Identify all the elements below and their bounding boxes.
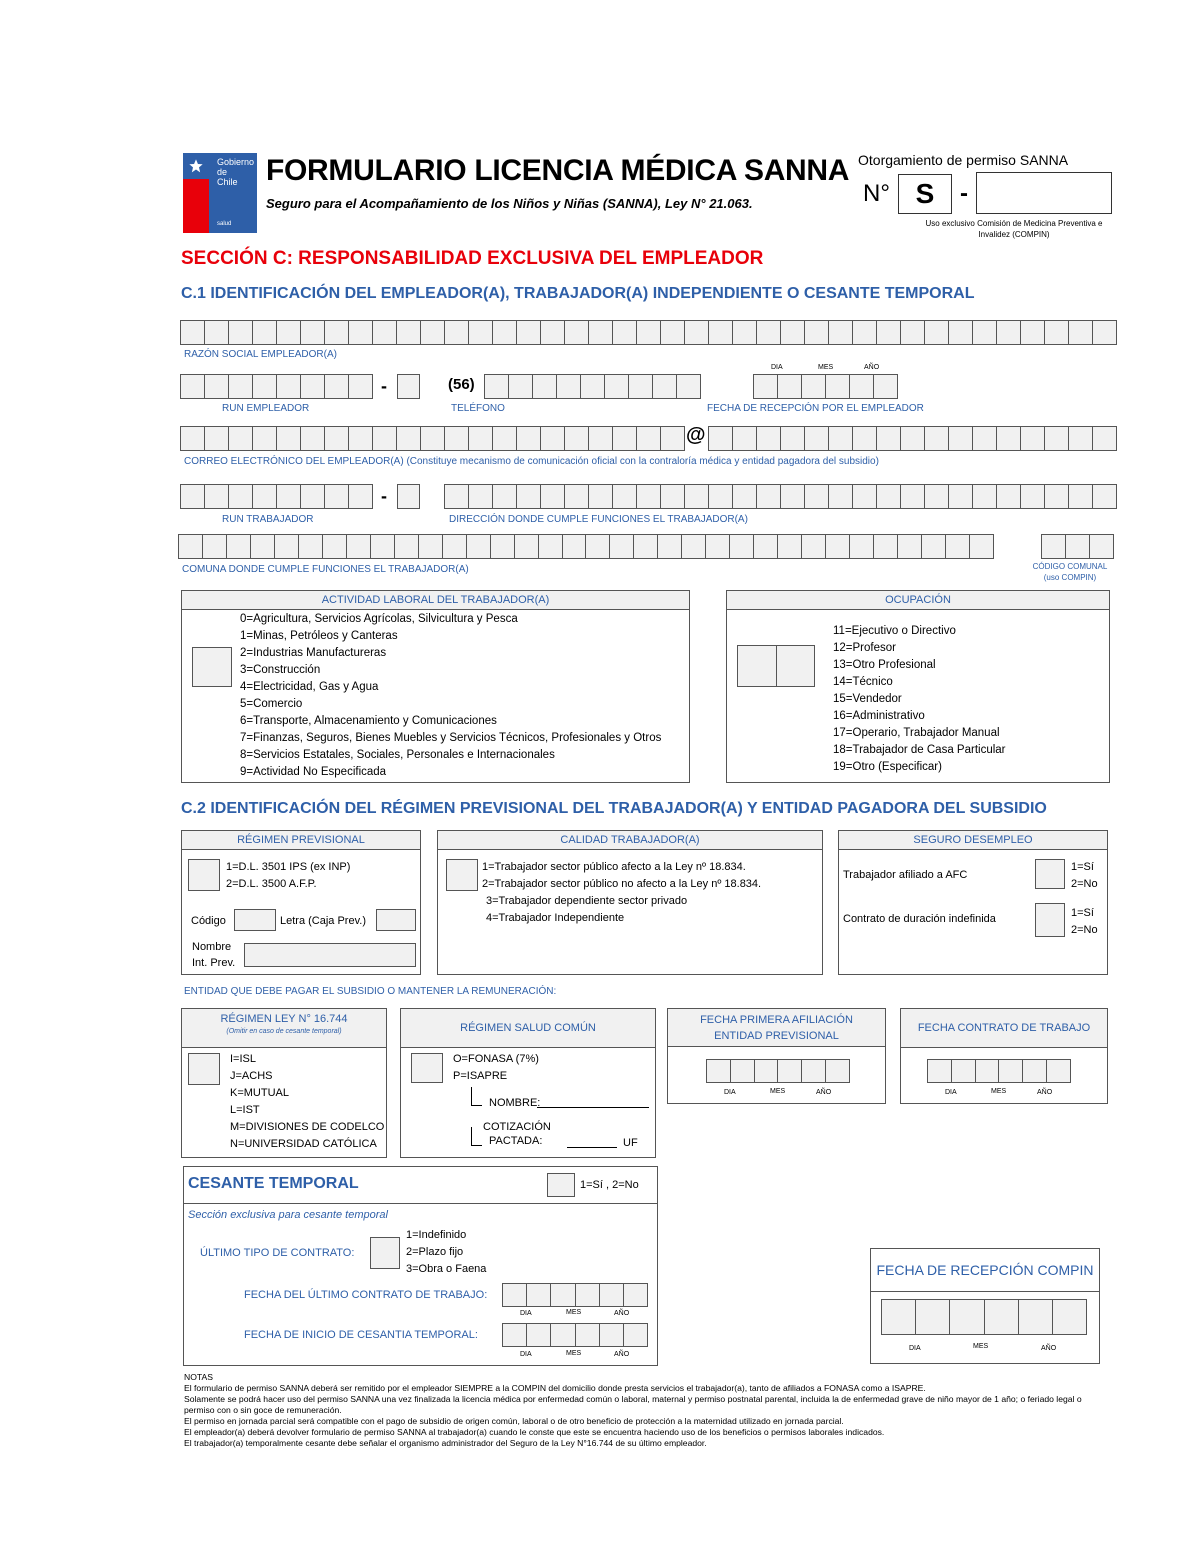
list-item: L=IST (230, 1104, 260, 1116)
actividad-title: ACTIVIDAD LABORAL DEL TRABAJADOR(A) (182, 591, 689, 610)
int-prev-text: Int. Prev. (192, 957, 236, 969)
fecha-recepcion-empleador-label: FECHA DE RECEPCIÓN POR EL EMPLEADOR (707, 403, 924, 414)
isapre-option: P=ISAPRE (453, 1070, 508, 1082)
list-item: 8=Servicios Estatales, Sociales, Personales e Internacionales (240, 749, 555, 761)
fecha-inicio-input[interactable] (502, 1323, 648, 1347)
dia-label: DIA (771, 364, 783, 371)
seguro-panel (838, 830, 1108, 975)
letra-input[interactable] (376, 909, 416, 931)
list-item: 1=Trabajador sector público afecto a la Ley nº 18.834. (482, 861, 746, 873)
ocupacion-panel (726, 590, 1110, 783)
pactada-label: PACTADA: (489, 1135, 543, 1147)
isapre-arrow-1 (471, 1087, 482, 1106)
contrato-trabajo-panel (900, 1008, 1108, 1104)
list-item: 12=Profesor (833, 642, 896, 654)
nombre-label (192, 939, 235, 971)
ultimo-tipo-label: ÚLTIMO TIPO DE CONTRATO: (200, 1247, 355, 1259)
list-item: 19=Otro (Especificar) (833, 761, 942, 773)
notes (184, 1372, 1114, 1449)
uso-compin-text: (uso COMPIN) (1043, 573, 1097, 582)
list-item: 7=Finanzas, Seguros, Bienes Muebles y Servicios Técnicos, Profesionales y Otros (240, 732, 662, 744)
calidad-list (482, 859, 761, 927)
cesante-sub: Sección exclusiva para cesante temporal (188, 1209, 388, 1221)
ley16744-title: RÉGIMEN LEY N° 16.744 (220, 1013, 348, 1025)
run-empleador-dv-input[interactable] (397, 374, 420, 399)
mes-label: MES (818, 364, 834, 371)
isapre-arrow-2 (471, 1127, 482, 1146)
list-item: 4=Trabajador Independiente (486, 912, 625, 924)
letra-label: Letra (Caja Prev.) (280, 915, 366, 927)
contrato-options (1071, 905, 1098, 939)
razon-social-label: RAZÓN SOCIAL EMPLEADOR(A) (184, 349, 337, 360)
compin-fecha-panel (870, 1248, 1100, 1364)
nombre-text: Nombre (192, 941, 232, 953)
permiso-label: Otorgamiento de permiso SANNA (858, 152, 1069, 168)
salud-header: RÉGIMEN SALUD COMÚN (401, 1009, 655, 1048)
tipos-list (406, 1227, 486, 1278)
list-item: 15=Vendedor (833, 693, 902, 705)
note-line: El permiso en jornada parcial será compatible con el pago de subsidio de origen común, laboral o de otro beneficio de protección a la maternidad utilizado en jornada parcial. (184, 1416, 844, 1426)
cotizacion-line[interactable] (567, 1147, 617, 1148)
ley16744-header (182, 1009, 386, 1048)
isapre-nombre-label: NOMBRE: (489, 1097, 541, 1109)
fecha-inicio-label: FECHA DE INICIO DE CESANTIA TEMPORAL: (244, 1329, 478, 1341)
contrato-trabajo-title: FECHA CONTRATO DE TRABAJO (901, 1009, 1107, 1048)
compin-fecha-input[interactable] (881, 1299, 1087, 1335)
codigo-input[interactable] (234, 909, 276, 931)
list-item: 16=Administrativo (833, 710, 925, 722)
header-dash: - (960, 180, 968, 207)
anio-label: AÑO (1041, 1345, 1057, 1352)
cesante-sino-input[interactable] (547, 1173, 575, 1197)
primera-afiliacion-title: FECHA PRIMERA AFILIACIÓN ENTIDAD PREVISIONAL (668, 1009, 885, 1047)
note-line: El empleador(a) deberá devolver formulario de permiso SANNA al trabajador(a) cuando le conste que este se encuentra haciendo uso de los beneficios o permisos laborales indicados. (184, 1427, 885, 1437)
cesante-title: CESANTE TEMPORAL (188, 1175, 359, 1192)
codigo-label: Código (191, 915, 226, 927)
run-trabajador-dash: - (381, 486, 387, 506)
cesante-header (184, 1167, 657, 1204)
compin-fecha-title: FECHA DE RECEPCIÓN COMPIN (871, 1249, 1099, 1292)
list-item: M=DIVISIONES DE CODELCO (230, 1121, 385, 1133)
entidad-title: ENTIDAD QUE DEBE PAGAR EL SUBSIDIO O MANTENER LA REMUNERACIÓN: (184, 986, 557, 997)
run-trabajador-dv-input[interactable] (397, 484, 420, 509)
actividad-panel (181, 590, 690, 783)
list-item: 14=Técnico (833, 676, 893, 688)
list-item: 0=Agricultura, Servicios Agrícolas, Silvicultura y Pesca (240, 613, 518, 625)
ley16744-panel (181, 1008, 387, 1158)
calidad-title: CALIDAD TRABAJADOR(A) (438, 831, 822, 850)
uf-label: UF (623, 1137, 638, 1149)
cesante-sino-label: 1=Sí , 2=No (580, 1179, 639, 1191)
afc-no: 2=No (1071, 878, 1098, 890)
at-sign: @ (686, 424, 706, 446)
primera-afiliacion-input[interactable] (706, 1059, 850, 1083)
fecha-ultimo-label: FECHA DEL ÚLTIMO CONTRATO DE TRABAJO: (244, 1289, 488, 1301)
run-trabajador-label: RUN TRABAJADOR (222, 514, 314, 525)
nombre-int-prev-input[interactable] (244, 943, 416, 967)
regimen-title: RÉGIMEN PREVISIONAL (182, 831, 420, 850)
contrato-indefinido-input[interactable] (1035, 903, 1065, 937)
actividad-code-input[interactable] (192, 647, 232, 687)
run-dash: - (381, 376, 387, 396)
anio-label: AÑO (1037, 1089, 1053, 1096)
codigo-comunal-label (1022, 561, 1118, 583)
anio-label: AÑO (816, 1089, 832, 1096)
ley16744-code-input[interactable] (188, 1053, 220, 1085)
primera-afiliacion-panel (667, 1008, 886, 1104)
list-item: 3=Construcción (240, 664, 321, 676)
regimen-opt-1: 1=D.L. 3501 IPS (ex INP) (226, 861, 351, 873)
list-item: K=MUTUAL (230, 1087, 289, 1099)
dia-label: DIA (520, 1351, 532, 1358)
afc-si: 1=Sí (1071, 861, 1094, 873)
fecha-ultimo-input[interactable] (502, 1283, 648, 1307)
list-item: 6=Transporte, Almacenamiento y Comunicaciones (240, 715, 497, 727)
section-c-title: SECCIÓN C: RESPONSABILIDAD EXCLUSIVA DEL EMPLEADOR (181, 248, 764, 269)
codigo-comunal-text: CÓDIGO COMUNAL (1032, 562, 1108, 571)
contrato-no: 2=No (1071, 924, 1098, 936)
list-item: 4=Electricidad, Gas y Agua (240, 681, 379, 693)
list-item: 13=Otro Profesional (833, 659, 936, 671)
anio-label: AÑO (864, 364, 880, 371)
actividad-list (240, 611, 661, 781)
list-item: 18=Trabajador de Casa Particular (833, 744, 1006, 756)
mes-label: MES (973, 1343, 989, 1350)
afc-input[interactable] (1035, 859, 1065, 889)
anio-label: AÑO (614, 1351, 630, 1358)
prefix-letter: S (915, 178, 935, 209)
ocupacion-code-input[interactable] (737, 645, 815, 687)
note-line: Solamente se podrá hacer uso del permiso SANNA una vez finalizada la licencia médica por enfermedad común o laboral, maternal y permiso postnatal parental, incluida la de enfermedad grave de niño mayor de 1 año; o feriado legal o permiso con o sin goce de remuneración. (184, 1394, 1082, 1415)
phone-prefix: (56) (448, 376, 475, 393)
form-title: FORMULARIO LICENCIA MÉDICA SANNA (266, 154, 850, 187)
dia-label: DIA (520, 1310, 532, 1317)
list-item: 1=Minas, Petróleos y Canteras (240, 630, 398, 642)
codigo-comunal-input[interactable] (1041, 534, 1114, 559)
ley16744-sub: (Omitir en caso de cesante temporal) (226, 1028, 342, 1035)
c1-title: C.1 IDENTIFICACIÓN DEL EMPLEADOR(A), TRABAJADOR(A) INDEPENDIENTE O CESANTE TEMPORAL (181, 285, 975, 302)
telefono-label: TELÉFONO (451, 403, 505, 414)
logo-sub: salud (217, 221, 232, 227)
ocupacion-list (833, 623, 1006, 776)
list-item: 5=Comercio (240, 698, 303, 710)
dia-label: DIA (945, 1089, 957, 1096)
gov-logo (183, 153, 257, 233)
comuna-label: COMUNA DONDE CUMPLE FUNCIONES EL TRABAJADOR(A) (182, 564, 469, 575)
list-item: 11=Ejecutivo o Directivo (833, 625, 956, 637)
ocupacion-title: OCUPACIÓN (727, 591, 1109, 610)
list-item: 9=Actividad No Especificada (240, 766, 387, 778)
regimen-code-input[interactable] (188, 859, 220, 891)
list-item: 17=Operario, Trabajador Manual (833, 727, 1000, 739)
list-item: 3=Obra o Faena (406, 1263, 487, 1275)
contrato-si: 1=Sí (1071, 907, 1094, 919)
mes-label: MES (770, 1088, 786, 1095)
numero-label: N° (863, 180, 890, 207)
list-item: 2=Industrias Manufactureras (240, 647, 387, 659)
list-item: I=ISL (230, 1053, 256, 1065)
correo-label: CORREO ELECTRÓNICO DEL EMPLEADOR(A) (Constituye mecanismo de comunicación oficial con la contraloría médica y entidad pagadora del subsidio) (184, 456, 879, 467)
prefix-box (898, 174, 952, 214)
notes-title: NOTAS (184, 1372, 213, 1382)
calidad-code-input[interactable] (446, 859, 478, 891)
seguro-title: SEGURO DESEMPLEO (839, 831, 1107, 850)
direccion-input[interactable] (444, 484, 1117, 509)
note-line: El formulario de permiso SANNA deberá ser remitido por el empleador SIEMPRE a la COMPIN del domicilio donde presta servicios el trabajador(a), tanto de afiliados a FONASA como a ISAPRE. (184, 1383, 926, 1393)
star-icon (188, 158, 204, 174)
dia-label: DIA (724, 1089, 736, 1096)
run-empleador-label: RUN EMPLEADOR (222, 403, 310, 414)
razon-social-input[interactable] (180, 320, 1117, 345)
afc-options (1071, 859, 1098, 893)
ley16744-list (230, 1051, 384, 1153)
dia-label: DIA (909, 1345, 921, 1352)
correo-user-input[interactable] (180, 426, 685, 451)
list-item: 2=Plazo fijo (406, 1246, 464, 1258)
regimen-panel (181, 830, 421, 975)
c2-title: C.2 IDENTIFICACIÓN DEL RÉGIMEN PREVISIONAL DEL TRABAJADOR(A) Y ENTIDAD PAGADORA DEL SUBSIDIO (181, 800, 1047, 817)
list-item: 3=Trabajador dependiente sector privado (486, 895, 688, 907)
list-item: N=UNIVERSIDAD CATÓLICA (230, 1138, 377, 1150)
form-subtitle: Seguro para el Acompañamiento de los Niños y Niñas (SANNA), Ley N° 21.063. (266, 196, 753, 211)
cesante-panel (183, 1166, 658, 1366)
mes-label: MES (991, 1088, 1007, 1095)
mes-label: MES (566, 1350, 582, 1357)
direccion-label: DIRECCIÓN DONDE CUMPLE FUNCIONES EL TRABAJADOR(A) (449, 514, 748, 525)
list-item: 2=Trabajador sector público no afecto a la Ley nº 18.834. (482, 878, 762, 890)
ultimo-tipo-input[interactable] (370, 1237, 400, 1269)
contrato-trabajo-input[interactable] (927, 1059, 1071, 1083)
note-line: El trabajador(a) temporalmente cesante debe señalar el organismo administrador del Seguro de la Ley N°16.744 de su último empleador. (184, 1438, 707, 1448)
fonasa-option: O=FONASA (7%) (453, 1053, 539, 1065)
salud-panel (400, 1008, 656, 1158)
compin-note: Uso exclusivo Comisión de Medicina Preventiva e Invalidez (COMPIN) (925, 219, 1103, 239)
correo-domain-input[interactable] (708, 426, 1117, 451)
list-item: J=ACHS (230, 1070, 273, 1082)
run-trabajador-input[interactable] (180, 484, 373, 509)
mes-label: MES (566, 1309, 582, 1316)
cotizacion-label: COTIZACIÓN (483, 1121, 551, 1133)
logo-text: Gobierno de Chile (217, 157, 255, 187)
comuna-input[interactable] (178, 534, 994, 559)
salud-options (453, 1051, 539, 1085)
regimen-options (226, 859, 350, 893)
permiso-number-input[interactable] (976, 172, 1112, 214)
regimen-opt-2: 2=D.L. 3500 A.F.P. (226, 878, 317, 890)
salud-code-input[interactable] (411, 1053, 443, 1083)
isapre-nombre-line[interactable] (537, 1107, 649, 1108)
contrato-indefinido-label: Contrato de duración indefinida (843, 913, 996, 925)
run-empleador-input[interactable] (180, 374, 373, 399)
list-item: 1=Indefinido (406, 1229, 467, 1241)
telefono-input[interactable] (484, 374, 701, 399)
anio-label: AÑO (614, 1310, 630, 1317)
afc-label: Trabajador afiliado a AFC (843, 869, 968, 881)
calidad-panel (437, 830, 823, 975)
fecha-recepcion-empleador-input[interactable] (753, 374, 898, 399)
